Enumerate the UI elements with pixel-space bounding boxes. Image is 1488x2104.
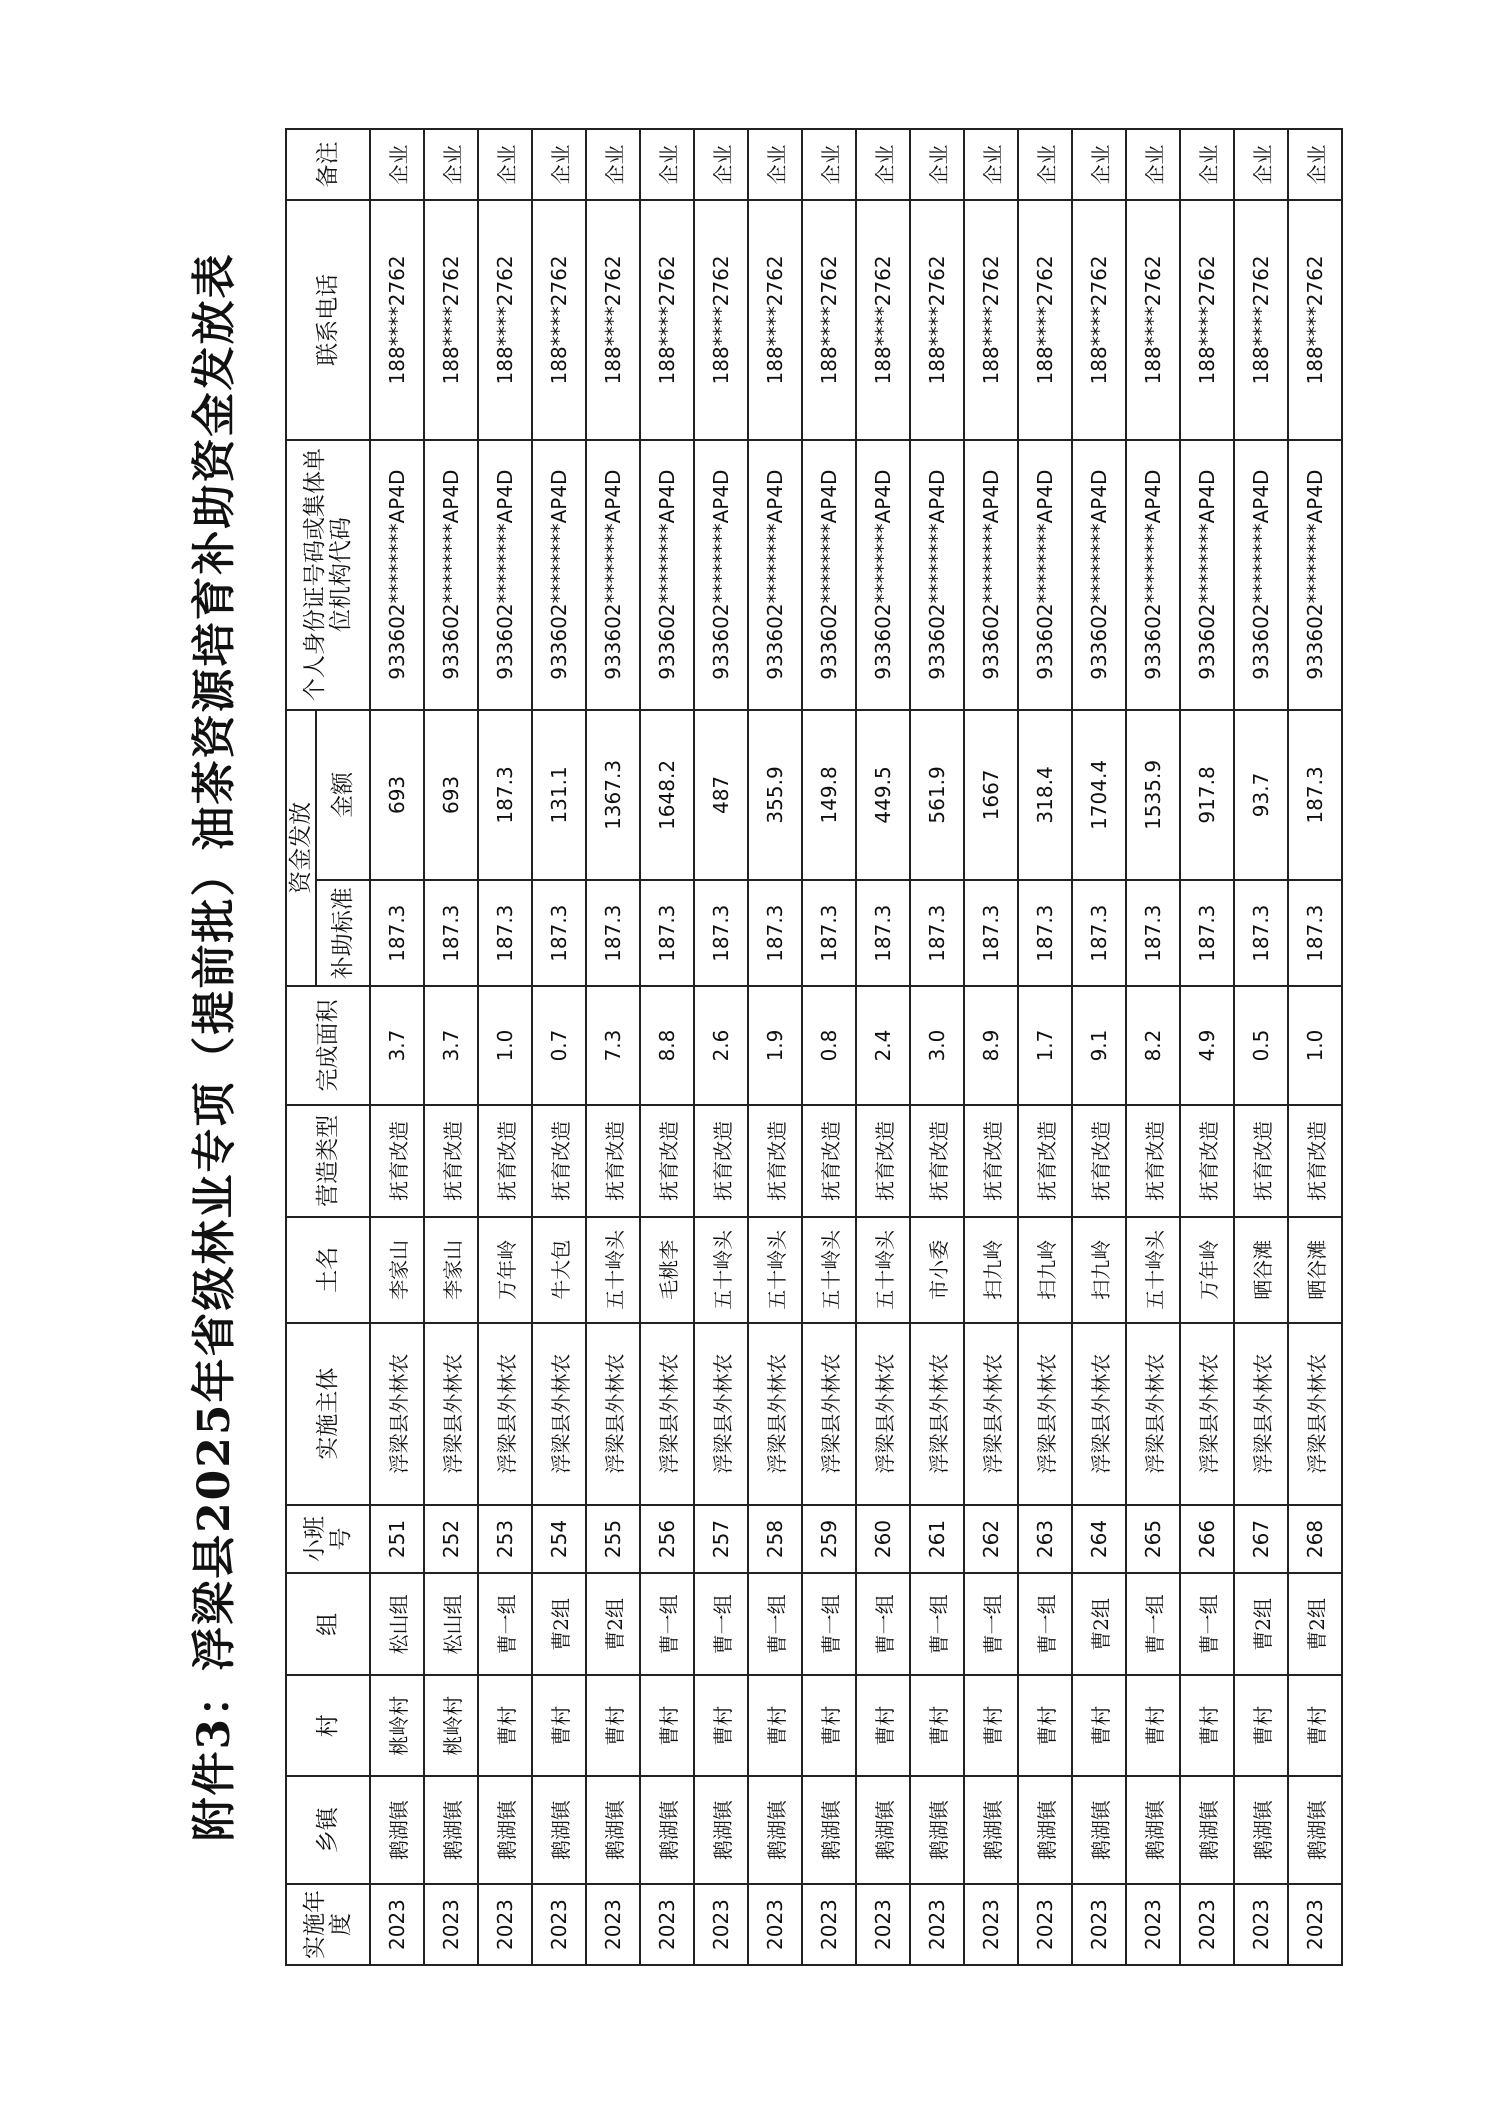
cell-plot: 268 (1288, 1505, 1342, 1574)
cell-area: 2.6 (694, 986, 748, 1105)
cell-place: 万年岭 (1180, 1217, 1234, 1323)
cell-place: 毛桃李 (640, 1217, 694, 1323)
cell-subsidy: 187.3 (694, 880, 748, 986)
document-title: 附件3：浮梁县2025年省级林业专项（提前批）油茶资源培育补助资金发放表 (189, 252, 240, 1842)
cell-type: 抚育改造 (1180, 1105, 1234, 1217)
cell-id-code: 933602********AP4D (1018, 440, 1072, 710)
cell-id-code: 933602********AP4D (910, 440, 964, 710)
cell-year: 2023 (532, 1884, 586, 1965)
cell-entity: 浮梁县外林农 (1288, 1323, 1342, 1505)
header-phone: 联系电话 (286, 200, 370, 440)
cell-year: 2023 (1126, 1884, 1180, 1965)
cell-amount: 1704.4 (1072, 710, 1126, 881)
cell-plot: 266 (1180, 1505, 1234, 1574)
cell-plot: 253 (478, 1505, 532, 1574)
cell-plot: 256 (640, 1505, 694, 1574)
cell-place: 五十岭头 (802, 1217, 856, 1323)
cell-type: 抚育改造 (964, 1105, 1018, 1217)
cell-entity: 浮梁县外林农 (478, 1323, 532, 1505)
header-year: 实施年度 (286, 1884, 370, 1965)
cell-id-code: 933602********AP4D (370, 440, 424, 710)
cell-type: 抚育改造 (694, 1105, 748, 1217)
cell-type: 抚育改造 (1072, 1105, 1126, 1217)
cell-remark: 企业 (964, 129, 1018, 200)
cell-year: 2023 (1072, 1884, 1126, 1965)
cell-place: 扫九岭 (1072, 1217, 1126, 1323)
cell-town: 鹅湖镇 (586, 1776, 640, 1884)
cell-village: 曹村 (478, 1675, 532, 1776)
cell-group: 曹一组 (910, 1573, 964, 1675)
cell-subsidy: 187.3 (1126, 880, 1180, 986)
cell-phone: 188****2762 (748, 200, 802, 440)
cell-year: 2023 (748, 1884, 802, 1965)
cell-plot: 267 (1234, 1505, 1288, 1574)
cell-place: 李家山 (370, 1217, 424, 1323)
header-place: 土名 (286, 1217, 370, 1323)
cell-place: 扫九岭 (964, 1217, 1018, 1323)
cell-type: 抚育改造 (1018, 1105, 1072, 1217)
cell-group: 曹一组 (856, 1573, 910, 1675)
cell-entity: 浮梁县外林农 (1234, 1323, 1288, 1505)
cell-type: 抚育改造 (802, 1105, 856, 1217)
cell-amount: 355.9 (748, 710, 802, 881)
cell-area: 2.4 (856, 986, 910, 1105)
cell-subsidy: 187.3 (856, 880, 910, 986)
cell-plot: 263 (1018, 1505, 1072, 1574)
cell-entity: 浮梁县外林农 (1126, 1323, 1180, 1505)
header-funds: 资金发放 (286, 710, 316, 987)
cell-remark: 企业 (1288, 129, 1342, 200)
cell-phone: 188****2762 (1180, 200, 1234, 440)
cell-amount: 449.5 (856, 710, 910, 881)
cell-phone: 188****2762 (640, 200, 694, 440)
cell-phone: 188****2762 (964, 200, 1018, 440)
cell-group: 松山组 (424, 1573, 478, 1675)
cell-plot: 255 (586, 1505, 640, 1574)
cell-village: 曹村 (1180, 1675, 1234, 1776)
cell-subsidy: 187.3 (424, 880, 478, 986)
cell-town: 鹅湖镇 (1234, 1776, 1288, 1884)
cell-remark: 企业 (1126, 129, 1180, 200)
cell-plot: 259 (802, 1505, 856, 1574)
cell-entity: 浮梁县外林农 (640, 1323, 694, 1505)
cell-group: 曹一组 (478, 1573, 532, 1675)
cell-phone: 188****2762 (802, 200, 856, 440)
cell-remark: 企业 (532, 129, 586, 200)
table-row (856, 129, 910, 1965)
cell-phone: 188****2762 (1288, 200, 1342, 440)
cell-amount: 693 (370, 710, 424, 881)
cell-area: 3.7 (370, 986, 424, 1105)
cell-year: 2023 (1288, 1884, 1342, 1965)
cell-place: 牛大包 (532, 1217, 586, 1323)
cell-town: 鹅湖镇 (1288, 1776, 1342, 1884)
cell-subsidy: 187.3 (802, 880, 856, 986)
table-row (586, 129, 640, 1965)
cell-remark: 企业 (424, 129, 478, 200)
cell-plot: 252 (424, 1505, 478, 1574)
cell-entity: 浮梁县外林农 (856, 1323, 910, 1505)
cell-area: 8.9 (964, 986, 1018, 1105)
cell-year: 2023 (694, 1884, 748, 1965)
cell-area: 1.0 (478, 986, 532, 1105)
cell-year: 2023 (1234, 1884, 1288, 1965)
cell-remark: 企业 (694, 129, 748, 200)
cell-type: 抚育改造 (370, 1105, 424, 1217)
cell-id-code: 933602********AP4D (802, 440, 856, 710)
table-row (802, 129, 856, 1965)
cell-id-code: 933602********AP4D (694, 440, 748, 710)
cell-town: 鹅湖镇 (964, 1776, 1018, 1884)
table-row (424, 129, 478, 1965)
cell-group: 曹一组 (694, 1573, 748, 1675)
cell-village: 曹村 (586, 1675, 640, 1776)
cell-type: 抚育改造 (910, 1105, 964, 1217)
cell-entity: 浮梁县外林农 (964, 1323, 1018, 1505)
cell-phone: 188****2762 (532, 200, 586, 440)
table-row (1234, 129, 1288, 1965)
cell-year: 2023 (910, 1884, 964, 1965)
cell-plot: 264 (1072, 1505, 1126, 1574)
cell-amount: 917.8 (1180, 710, 1234, 881)
table-row (640, 129, 694, 1965)
cell-group: 曹一组 (748, 1573, 802, 1675)
cell-place: 晒谷滩 (1288, 1217, 1342, 1323)
cell-group: 曹一组 (640, 1573, 694, 1675)
cell-amount: 1367.3 (586, 710, 640, 881)
cell-area: 8.8 (640, 986, 694, 1105)
cell-year: 2023 (586, 1884, 640, 1965)
cell-place: 晒谷滩 (1234, 1217, 1288, 1323)
cell-village: 曹村 (802, 1675, 856, 1776)
cell-plot: 262 (964, 1505, 1018, 1574)
cell-remark: 企业 (1018, 129, 1072, 200)
cell-group: 曹一组 (964, 1573, 1018, 1675)
cell-group: 曹一组 (802, 1573, 856, 1675)
cell-remark: 企业 (748, 129, 802, 200)
cell-town: 鹅湖镇 (748, 1776, 802, 1884)
cell-area: 4.9 (1180, 986, 1234, 1105)
cell-type: 抚育改造 (640, 1105, 694, 1217)
cell-year: 2023 (478, 1884, 532, 1965)
cell-year: 2023 (424, 1884, 478, 1965)
cell-village: 曹村 (748, 1675, 802, 1776)
cell-entity: 浮梁县外林农 (586, 1323, 640, 1505)
header-type: 营造类型 (286, 1105, 370, 1217)
subsidy-table (285, 128, 1343, 1966)
cell-amount: 149.8 (802, 710, 856, 881)
cell-place: 五十岭头 (1126, 1217, 1180, 1323)
cell-subsidy: 187.3 (640, 880, 694, 986)
cell-town: 鹅湖镇 (1126, 1776, 1180, 1884)
cell-type: 抚育改造 (1234, 1105, 1288, 1217)
cell-area: 0.5 (1234, 986, 1288, 1105)
cell-group: 曹2组 (532, 1573, 586, 1675)
table-row (748, 129, 802, 1965)
cell-group: 曹2组 (1072, 1573, 1126, 1675)
cell-area: 3.7 (424, 986, 478, 1105)
cell-subsidy: 187.3 (478, 880, 532, 986)
cell-town: 鹅湖镇 (1072, 1776, 1126, 1884)
cell-type: 抚育改造 (586, 1105, 640, 1217)
cell-subsidy: 187.3 (370, 880, 424, 986)
cell-type: 抚育改造 (478, 1105, 532, 1217)
cell-village: 曹村 (640, 1675, 694, 1776)
cell-remark: 企业 (856, 129, 910, 200)
cell-town: 鹅湖镇 (532, 1776, 586, 1884)
cell-plot: 258 (748, 1505, 802, 1574)
cell-area: 7.3 (586, 986, 640, 1105)
table-row (1180, 129, 1234, 1965)
cell-amount: 131.1 (532, 710, 586, 881)
header-id-code: 个人身份证号码或集体单位机构代码 (286, 440, 370, 710)
cell-phone: 188****2762 (1018, 200, 1072, 440)
cell-group: 曹一组 (1126, 1573, 1180, 1675)
header-remark: 备注 (286, 129, 370, 200)
cell-town: 鹅湖镇 (802, 1776, 856, 1884)
cell-area: 3.0 (910, 986, 964, 1105)
cell-plot: 251 (370, 1505, 424, 1574)
document-page (160, 128, 1335, 1966)
cell-village: 曹村 (1126, 1675, 1180, 1776)
cell-place: 五十岭头 (586, 1217, 640, 1323)
table-row (478, 129, 532, 1965)
header-village: 村 (286, 1675, 370, 1776)
cell-village: 曹村 (1072, 1675, 1126, 1776)
cell-year: 2023 (802, 1884, 856, 1965)
cell-amount: 93.7 (1234, 710, 1288, 881)
cell-subsidy: 187.3 (1072, 880, 1126, 986)
cell-year: 2023 (856, 1884, 910, 1965)
cell-plot: 265 (1126, 1505, 1180, 1574)
cell-id-code: 933602********AP4D (478, 440, 532, 710)
cell-amount: 1648.2 (640, 710, 694, 881)
cell-phone: 188****2762 (1072, 200, 1126, 440)
cell-amount: 187.3 (478, 710, 532, 881)
cell-entity: 浮梁县外林农 (748, 1323, 802, 1505)
cell-plot: 254 (532, 1505, 586, 1574)
cell-group: 曹2组 (1288, 1573, 1342, 1675)
cell-plot: 260 (856, 1505, 910, 1574)
cell-type: 抚育改造 (424, 1105, 478, 1217)
cell-amount: 1535.9 (1126, 710, 1180, 881)
table-row (532, 129, 586, 1965)
cell-amount: 1667 (964, 710, 1018, 881)
cell-town: 鹅湖镇 (640, 1776, 694, 1884)
cell-phone: 188****2762 (1126, 200, 1180, 440)
cell-group: 曹2组 (1234, 1573, 1288, 1675)
cell-place: 五十岭头 (694, 1217, 748, 1323)
cell-remark: 企业 (370, 129, 424, 200)
cell-town: 鹅湖镇 (856, 1776, 910, 1884)
cell-group: 松山组 (370, 1573, 424, 1675)
cell-area: 8.2 (1126, 986, 1180, 1105)
table-row (964, 129, 1018, 1965)
cell-type: 抚育改造 (1288, 1105, 1342, 1217)
cell-entity: 浮梁县外林农 (802, 1323, 856, 1505)
cell-id-code: 933602********AP4D (1288, 440, 1342, 710)
cell-year: 2023 (964, 1884, 1018, 1965)
table-row (910, 129, 964, 1965)
cell-entity: 浮梁县外林农 (532, 1323, 586, 1505)
cell-village: 曹村 (856, 1675, 910, 1776)
cell-type: 抚育改造 (856, 1105, 910, 1217)
cell-remark: 企业 (1234, 129, 1288, 200)
table-row (1018, 129, 1072, 1965)
header-area: 完成面积 (286, 986, 370, 1105)
cell-village: 曹村 (532, 1675, 586, 1776)
cell-phone: 188****2762 (424, 200, 478, 440)
cell-amount: 318.4 (1018, 710, 1072, 881)
cell-subsidy: 187.3 (964, 880, 1018, 986)
cell-id-code: 933602********AP4D (748, 440, 802, 710)
cell-remark: 企业 (1180, 129, 1234, 200)
cell-remark: 企业 (586, 129, 640, 200)
cell-amount: 693 (424, 710, 478, 881)
header-town: 乡镇 (286, 1776, 370, 1884)
cell-village: 曹村 (910, 1675, 964, 1776)
cell-amount: 487 (694, 710, 748, 881)
cell-town: 鹅湖镇 (694, 1776, 748, 1884)
cell-subsidy: 187.3 (1018, 880, 1072, 986)
cell-place: 万年岭 (478, 1217, 532, 1323)
cell-remark: 企业 (1072, 129, 1126, 200)
cell-place: 五十岭头 (856, 1217, 910, 1323)
cell-town: 鹅湖镇 (1018, 1776, 1072, 1884)
cell-place: 扫九岭 (1018, 1217, 1072, 1323)
table-row (370, 129, 424, 1965)
cell-subsidy: 187.3 (910, 880, 964, 986)
cell-type: 抚育改造 (748, 1105, 802, 1217)
cell-id-code: 933602********AP4D (856, 440, 910, 710)
table-row (694, 129, 748, 1965)
cell-area: 9.1 (1072, 986, 1126, 1105)
cell-id-code: 933602********AP4D (1234, 440, 1288, 710)
cell-amount: 187.3 (1288, 710, 1342, 881)
cell-id-code: 933602********AP4D (1072, 440, 1126, 710)
header-group: 组 (286, 1573, 370, 1675)
cell-phone: 188****2762 (478, 200, 532, 440)
cell-amount: 561.9 (910, 710, 964, 881)
header-subsidy: 补助标准 (316, 880, 370, 986)
cell-plot: 261 (910, 1505, 964, 1574)
cell-type: 抚育改造 (1126, 1105, 1180, 1217)
cell-place: 李家山 (424, 1217, 478, 1323)
cell-id-code: 933602********AP4D (1180, 440, 1234, 710)
cell-entity: 浮梁县外林农 (694, 1323, 748, 1505)
cell-remark: 企业 (910, 129, 964, 200)
cell-year: 2023 (370, 1884, 424, 1965)
cell-town: 鹅湖镇 (910, 1776, 964, 1884)
cell-id-code: 933602********AP4D (1126, 440, 1180, 710)
cell-town: 鹅湖镇 (478, 1776, 532, 1884)
cell-phone: 188****2762 (856, 200, 910, 440)
cell-area: 1.9 (748, 986, 802, 1105)
table-row (1288, 129, 1342, 1965)
cell-place: 市小委 (910, 1217, 964, 1323)
cell-id-code: 933602********AP4D (964, 440, 1018, 710)
header-amount: 金额 (316, 710, 370, 881)
cell-area: 0.8 (802, 986, 856, 1105)
cell-town: 鹅湖镇 (370, 1776, 424, 1884)
cell-entity: 浮梁县外林农 (424, 1323, 478, 1505)
cell-entity: 浮梁县外林农 (1018, 1323, 1072, 1505)
cell-village: 桃岭村 (424, 1675, 478, 1776)
cell-phone: 188****2762 (910, 200, 964, 440)
cell-entity: 浮梁县外林农 (1072, 1323, 1126, 1505)
cell-village: 曹村 (694, 1675, 748, 1776)
cell-year: 2023 (1018, 1884, 1072, 1965)
header-plot: 小班号 (286, 1505, 370, 1574)
cell-village: 曹村 (1288, 1675, 1342, 1776)
cell-village: 曹村 (1234, 1675, 1288, 1776)
cell-town: 鹅湖镇 (424, 1776, 478, 1884)
table-row (1072, 129, 1126, 1965)
cell-area: 0.7 (532, 986, 586, 1105)
cell-id-code: 933602********AP4D (586, 440, 640, 710)
cell-remark: 企业 (478, 129, 532, 200)
cell-group: 曹一组 (1018, 1573, 1072, 1675)
cell-year: 2023 (1180, 1884, 1234, 1965)
cell-phone: 188****2762 (1234, 200, 1288, 440)
cell-town: 鹅湖镇 (1180, 1776, 1234, 1884)
cell-id-code: 933602********AP4D (424, 440, 478, 710)
cell-remark: 企业 (802, 129, 856, 200)
cell-village: 曹村 (964, 1675, 1018, 1776)
cell-entity: 浮梁县外林农 (1180, 1323, 1234, 1505)
cell-group: 曹一组 (1180, 1573, 1234, 1675)
cell-entity: 浮梁县外林农 (910, 1323, 964, 1505)
cell-remark: 企业 (640, 129, 694, 200)
cell-area: 1.7 (1018, 986, 1072, 1105)
cell-phone: 188****2762 (694, 200, 748, 440)
cell-village: 曹村 (1018, 1675, 1072, 1776)
header-entity: 实施主体 (286, 1323, 370, 1505)
cell-area: 1.0 (1288, 986, 1342, 1105)
cell-subsidy: 187.3 (586, 880, 640, 986)
cell-type: 抚育改造 (532, 1105, 586, 1217)
cell-plot: 257 (694, 1505, 748, 1574)
cell-village: 桃岭村 (370, 1675, 424, 1776)
cell-id-code: 933602********AP4D (640, 440, 694, 710)
cell-phone: 188****2762 (586, 200, 640, 440)
cell-entity: 浮梁县外林农 (370, 1323, 424, 1505)
cell-subsidy: 187.3 (1234, 880, 1288, 986)
table-row (1126, 129, 1180, 1965)
cell-subsidy: 187.3 (532, 880, 586, 986)
cell-subsidy: 187.3 (748, 880, 802, 986)
cell-place: 五十岭头 (748, 1217, 802, 1323)
cell-phone: 188****2762 (370, 200, 424, 440)
cell-id-code: 933602********AP4D (532, 440, 586, 710)
cell-subsidy: 187.3 (1288, 880, 1342, 986)
table-body (370, 129, 1342, 1965)
cell-subsidy: 187.3 (1180, 880, 1234, 986)
cell-year: 2023 (640, 1884, 694, 1965)
cell-group: 曹2组 (586, 1573, 640, 1675)
